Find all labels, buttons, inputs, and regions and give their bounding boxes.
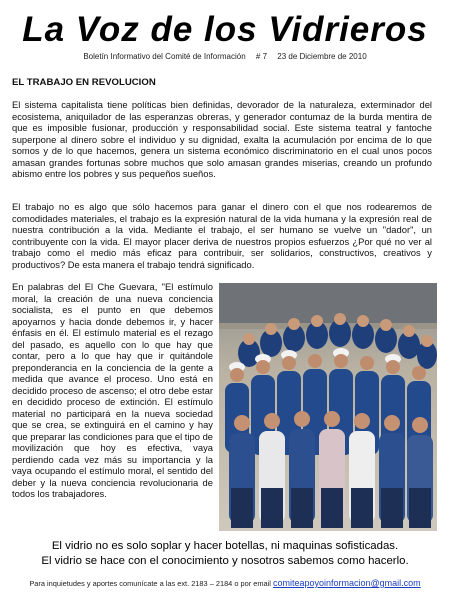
contact-email-link[interactable]: comiteapoyoinformacion@gmail.com	[272, 578, 421, 588]
article-paragraph-2: El trabajo no es algo que sólo hacemos para ganar el dinero con el que nos rodearemos de comodidades materiales, el trabajo es la expresión natural de la vida humana y la expresión real de nuestra contribución a la vida. Mediante el trabajo, el ser humano se vuelve un "dador", un contribuyente con la vida. El mayor placer deriva de nuestros propios esfuerzos ¿Por qué no ver al trabajo como el medio más eficaz para contribuir, ser solidarios, constructivos, creativos y productivos? De esta manera el trabajo tendrá significado.	[12, 201, 432, 270]
footer	[0, 578, 450, 588]
newsletter-title: La Voz de los Vidrieros	[22, 10, 428, 49]
issue-date: 23 de Diciembre de 2010	[277, 52, 367, 61]
slogan-line-2: El vidrio se hace con el conocimiento y nosotros sabemos como hacerlo.	[41, 555, 409, 567]
article-heading: EL TRABAJO EN REVOLUCION	[12, 77, 156, 88]
footer-text: Para inquietudes y aportes comunícate a las ext. 2183 – 2184 o por email	[29, 579, 271, 588]
bulletin-name: Boletín Informativo del Comité de Información	[83, 52, 246, 61]
bulletin-info	[0, 52, 450, 61]
slogan-line-1: El vidrio no es solo soplar y hacer botellas, ni maquinas sofisticadas.	[51, 540, 399, 552]
article-paragraph-1: El sistema capitalista tiene políticas bien definidas, devorador de la naturaleza, exterminador del ecosistema, aniquilador de las esperanzas obreras, y generador contumaz de la burda mentira de que es imposible fusionar, producción y responsabilidad social. Este sistema teatral y fantoche superpone al dinero sobre el individuo y su dignidad, exalta la acumulación por encima de lo que somos y de lo que hacemos, genera un sistema económico discriminatorio en el cual unos pocos amasan grandes fortunas sobre muchos que solo amasan grandes miserias, creando un profundo abismo entre los pobres y sus pequeños sueños.	[12, 99, 432, 179]
workers-group-photo	[219, 283, 437, 531]
issue-number: # 7	[255, 52, 268, 61]
article-paragraph-3: En palabras del El Che Guevara, "El estímulo moral, la creación de una nueva conciencia socialista, es el punto en que debemos apoyarnos y hacia donde debemos ir, y hacer énfasis en él. El estímulo material es el rezago del pasado, es aquello con lo que hay que contar, pero a lo que hay que ir quitándole preponderancia en la conciencia de la gente a medida que avance el proceso. Uno está en decidido proceso de ascenso; el otro debe estar en decidido proceso de extinción. El estímulo material no participará en la nueva sociedad que se crea, se extinguirá en el camino y hay que preparar las condiciones para que el tipo de movilización que hoy es efectiva, vaya perdiendo cada vez más su importancia y la vaya ocupando el estímulo moral, el sentido del deber y la nueva conciencia revolucionaria de todos los trabajadores.	[12, 281, 213, 499]
